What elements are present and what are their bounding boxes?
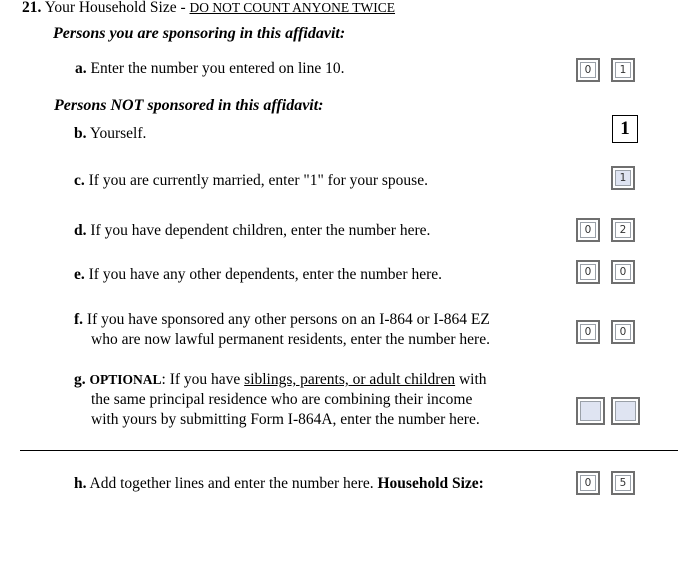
item-f-digit-1: 0 xyxy=(580,324,596,340)
item-h xyxy=(74,474,484,494)
item-f-line-1: If you have sponsored any other persons on an I-864 or I-864 EZ xyxy=(86,311,490,328)
item-e-text: If you have any other dependents, enter the number here. xyxy=(88,266,442,283)
item-c-value: 1 xyxy=(615,170,631,186)
item-e xyxy=(74,265,442,285)
item-d-digit-2: 2 xyxy=(615,222,631,238)
item-g-line-2: the same principal residence who are combining their income xyxy=(91,391,473,408)
question-title xyxy=(22,0,395,17)
item-b-text: Yourself. xyxy=(89,125,147,142)
item-e-digit-1-field[interactable] xyxy=(576,260,600,284)
item-g-digit-2-field[interactable] xyxy=(611,397,640,425)
item-g-line-1-underlined: siblings, parents, or adult children xyxy=(244,371,456,388)
item-h-text: Add together lines and enter the number here. xyxy=(89,475,374,492)
item-h-digit-1: 0 xyxy=(580,475,596,491)
item-f-label: f. xyxy=(74,311,84,328)
section-not-sponsored: Persons NOT sponsored in this affidavit: xyxy=(54,97,324,114)
item-d-label: d. xyxy=(74,222,87,239)
item-h-digit-1-field[interactable] xyxy=(576,471,600,495)
item-a-digit-2: 1 xyxy=(615,62,631,78)
item-b xyxy=(74,124,146,144)
item-c xyxy=(74,171,428,191)
item-e-digit-2-field[interactable] xyxy=(611,260,635,284)
item-d-digit-1-field[interactable] xyxy=(576,218,600,242)
item-a-digit-1-field[interactable] xyxy=(576,58,600,82)
item-a-digit-1: 0 xyxy=(580,62,596,78)
item-f xyxy=(74,310,490,330)
item-g-line-1-pre: : If you have xyxy=(161,371,245,388)
item-f-digit-2: 0 xyxy=(615,324,631,340)
item-a-label: a. xyxy=(75,60,87,77)
item-e-label: e. xyxy=(74,266,85,283)
item-a-digit-2-field[interactable] xyxy=(611,58,635,82)
item-b-field[interactable] xyxy=(612,115,638,143)
item-g-line-3: with yours by submitting Form I-864A, enter the number here. xyxy=(91,411,480,428)
item-g xyxy=(74,370,487,390)
section-divider xyxy=(20,450,678,451)
item-f-digit-2-field[interactable] xyxy=(611,320,635,344)
question-number: 21. xyxy=(22,0,42,16)
item-f-line-2: who are now lawful permanent residents, enter the number here. xyxy=(91,331,490,348)
item-h-label: h. xyxy=(74,475,87,492)
item-h-digit-2-field[interactable] xyxy=(611,471,635,495)
item-b-label: b. xyxy=(74,125,87,142)
item-c-label: c. xyxy=(74,172,85,189)
item-d-digit-2-field[interactable] xyxy=(611,218,635,242)
item-e-digit-1: 0 xyxy=(580,264,596,280)
item-g-label: g. xyxy=(74,371,86,388)
section-sponsoring: Persons you are sponsoring in this affidavit: xyxy=(53,25,346,42)
item-d xyxy=(74,221,430,241)
item-d-digit-1: 0 xyxy=(580,222,596,238)
item-g-digit-1-field[interactable] xyxy=(576,397,605,425)
item-a-text: Enter the number you entered on line 10. xyxy=(90,60,345,77)
item-c-field[interactable] xyxy=(611,166,635,190)
item-e-digit-2: 0 xyxy=(615,264,631,280)
household-size-label: Household Size: xyxy=(377,475,484,492)
item-c-text: If you are currently married, enter "1" for your spouse. xyxy=(88,172,428,189)
question-subtitle: DO NOT COUNT ANYONE TWICE xyxy=(189,0,396,15)
item-b-value: 1 xyxy=(620,118,630,139)
item-d-text: If you have dependent children, enter the number here. xyxy=(90,222,431,239)
item-f-digit-1-field[interactable] xyxy=(576,320,600,344)
item-g-line-1-post: with xyxy=(455,371,487,388)
item-h-digit-2: 5 xyxy=(615,475,631,491)
item-g-digit-1 xyxy=(580,401,601,421)
item-g-digit-2 xyxy=(615,401,636,421)
question-title-text: Your Household Size - xyxy=(44,0,186,16)
item-g-optional: OPTIONAL xyxy=(89,372,162,387)
item-a xyxy=(75,59,344,79)
